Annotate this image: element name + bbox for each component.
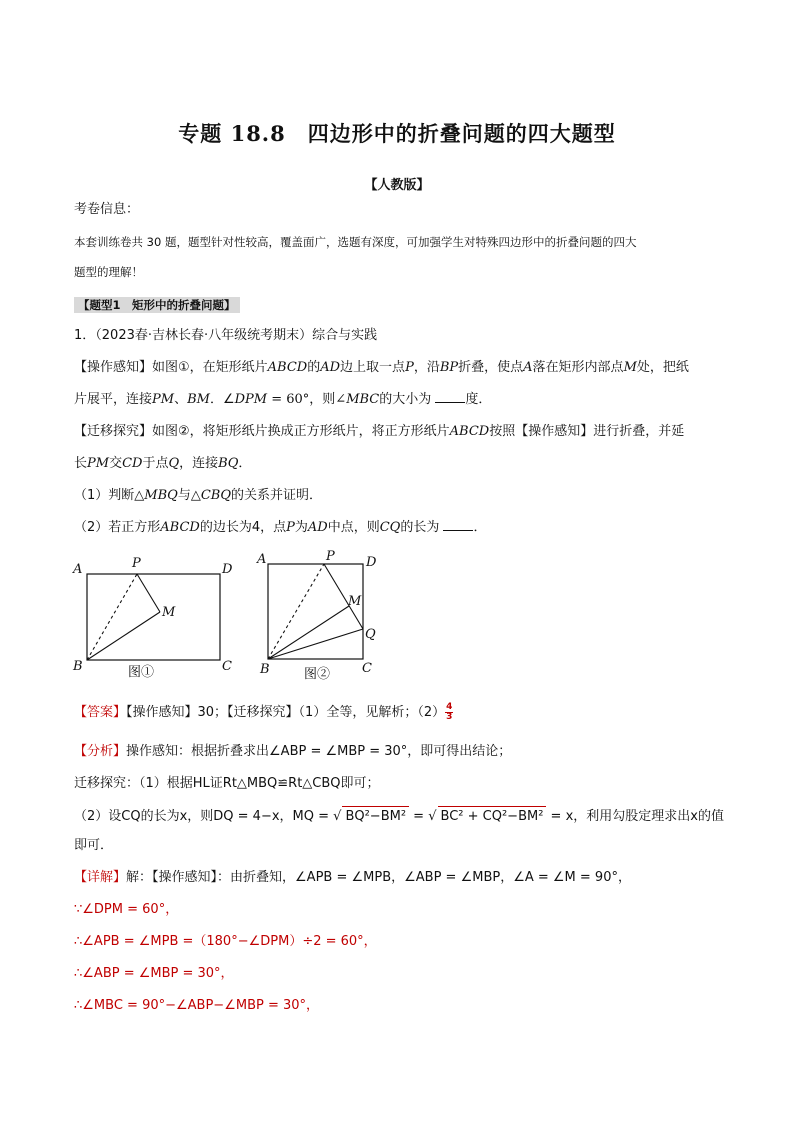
problem-line-2: 片展平，连接PM、BM．∠DPM = 60°，则∠MBC的大小为 度． bbox=[74, 392, 492, 407]
answer-blank-2 bbox=[443, 518, 473, 531]
info-label: 考卷信息： bbox=[74, 202, 140, 217]
analysis-line-2: 迁移探究：（1）根据HL证Rt△MBQ≌Rt△CBQ即可； bbox=[74, 776, 380, 791]
sub-question-1: （1）判断△MBQ与△CBQ的关系并证明． bbox=[74, 488, 322, 503]
label-m: M bbox=[348, 594, 362, 609]
intro-line-1: 本套训练卷共 30 题，题型针对性较高，覆盖面广，选题有深度，可加强学生对特殊四边形中的折叠问题的四大 bbox=[74, 235, 637, 249]
answer-fraction: $\frac{4}{3}$ bbox=[446, 702, 453, 722]
detail-line-1: 【详解】解：【操作感知】：由折叠知，∠APB = ∠MPB，∠ABP = ∠MBP，∠A = ∠M = 90°， bbox=[74, 870, 631, 885]
answer-label: 【答案】 bbox=[74, 705, 127, 720]
detail-line-3: ∴∠APB = ∠MPB =（180°−∠DPM）÷2 = 60°， bbox=[74, 934, 377, 949]
label-a: A bbox=[257, 552, 267, 567]
sub-question-2: （2）若正方形ABCD的边长为4，点P为AD中点，则CQ的长为 ． bbox=[74, 520, 487, 535]
label-p: P bbox=[326, 549, 335, 564]
label-q: Q bbox=[365, 627, 376, 642]
answer-line: 【答案】【操作感知】30；【迁移探究】（1）全等，见解析；（2） $\frac{4}{3}$ bbox=[74, 702, 453, 722]
square-abcd bbox=[268, 564, 363, 659]
analysis-label: 【分析】 bbox=[74, 744, 127, 759]
label-c: C bbox=[362, 661, 372, 676]
figure-2-square bbox=[252, 545, 392, 685]
answer-blank-1 bbox=[435, 390, 465, 403]
label-a: A bbox=[73, 562, 83, 577]
figure-1-rectangle bbox=[70, 552, 240, 682]
detail-line-4: ∴∠ABP = ∠MBP = 30°， bbox=[74, 966, 234, 981]
detail-label: 【详解】 bbox=[74, 870, 127, 885]
segment-pm bbox=[137, 574, 160, 612]
label-d: D bbox=[366, 555, 377, 570]
label-m: M bbox=[162, 605, 176, 620]
figure-1-caption: 图① bbox=[128, 665, 155, 680]
segment-bm bbox=[87, 612, 160, 660]
segment-bm bbox=[268, 606, 349, 659]
detail-line-2: ∵∠DPM = 60°， bbox=[74, 902, 179, 917]
section-tag-wrap bbox=[74, 295, 240, 315]
detail-line-5: ∴∠MBC = 90°−∠ABP−∠MBP = 30°， bbox=[74, 998, 320, 1013]
label-p: P bbox=[132, 556, 141, 571]
analysis-line-3: （2）设CQ的长为x，则DQ = 4−x，MQ = √ BQ²−BM² = √ BC² + CQ²−BM² = x，利用勾股定理求出x的值 bbox=[74, 806, 724, 827]
problem-line-4: 长PM交CD于点Q，连接BQ． bbox=[74, 456, 252, 471]
segment-bq bbox=[268, 629, 363, 659]
label-d: D bbox=[222, 562, 233, 577]
analysis-line-4: 即可． bbox=[74, 838, 114, 853]
label-b: B bbox=[73, 659, 83, 674]
edition-label: 【人教版】 bbox=[364, 178, 430, 193]
fold-line-bp bbox=[87, 574, 137, 660]
page-title: 专题 18.8 四边形中的折叠问题的四大题型 bbox=[178, 121, 616, 146]
label-c: C bbox=[222, 659, 232, 674]
label-b: B bbox=[260, 662, 270, 677]
fold-line-bp bbox=[268, 564, 324, 659]
section-tag: 【题型1 矩形中的折叠问题】 bbox=[74, 297, 240, 313]
analysis-line-1: 【分析】操作感知：根据折叠求出∠ABP = ∠MBP = 30°，即可得出结论； bbox=[74, 744, 512, 759]
problem-line-3: 【迁移探究】如图②，将矩形纸片换成正方形纸片，将正方形纸片ABCD按照【操作感知】进行折叠，并延 bbox=[74, 424, 685, 439]
question-head: 1．（2023春·吉林长春·八年级统考期末）综合与实践 bbox=[74, 328, 378, 343]
problem-line-1: 【操作感知】如图①，在矩形纸片ABCD的AD边上取一点P，沿BP折叠，使点A落在矩形内部点M处，把纸 bbox=[74, 360, 689, 375]
intro-line-2: 题型的理解！ bbox=[74, 265, 143, 279]
figure-2-caption: 图② bbox=[304, 667, 331, 682]
